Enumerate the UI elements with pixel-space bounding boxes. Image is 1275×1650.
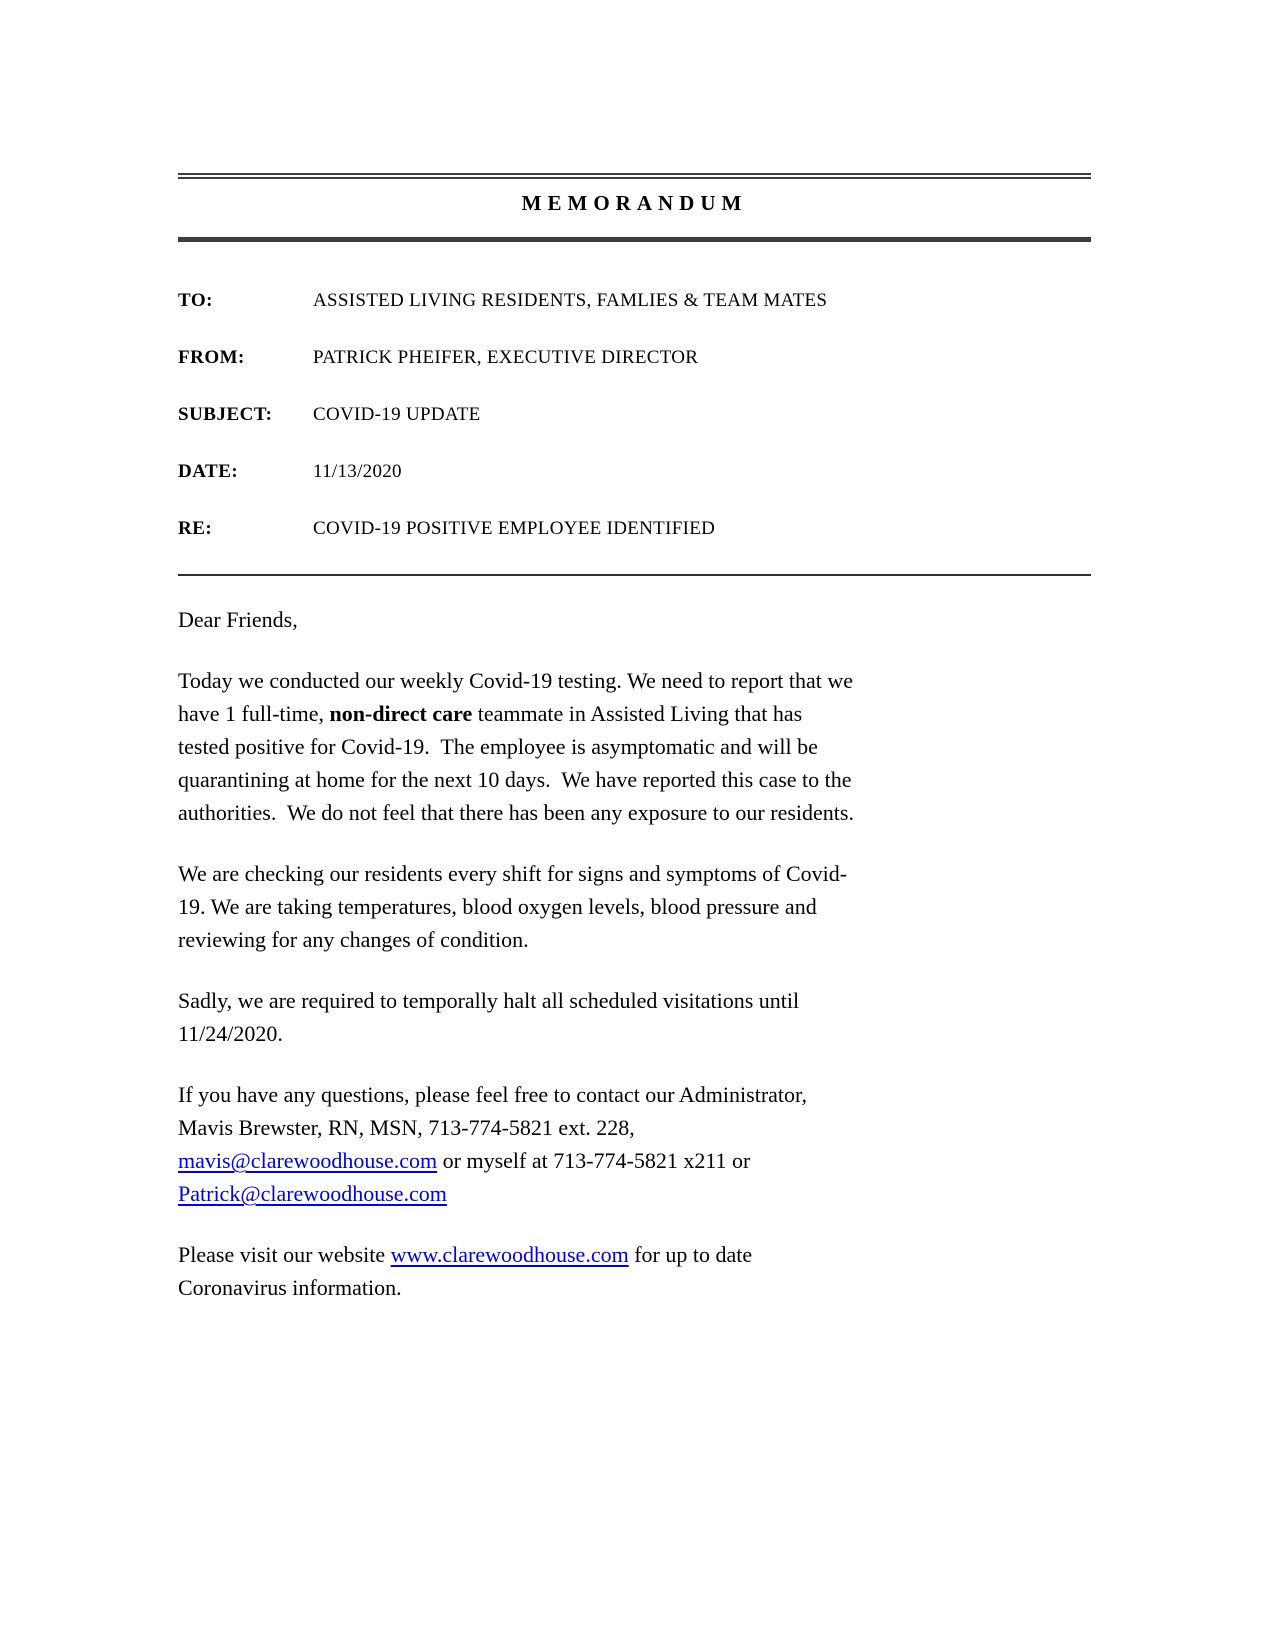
field-row — [178, 460, 1091, 484]
text-run: Coronavirus information. — [178, 1275, 402, 1300]
salutation: Dear Friends, — [178, 607, 298, 632]
field-label: TO: — [178, 290, 213, 311]
top-double-rule — [178, 173, 1091, 179]
field-value: ASSISTED LIVING RESIDENTS, FAMLIES & TEAM MATES — [313, 290, 828, 311]
field-label: RE: — [178, 518, 213, 539]
text-run: or myself at 713-774-5821 x211 or — [437, 1148, 751, 1173]
memo-header-fields — [178, 289, 1091, 541]
mavis-email-link[interactable]: mavis@clarewoodhouse.com — [178, 1148, 438, 1173]
text-run: If you have any questions, please feel free to contact our Administrator, — [178, 1082, 807, 1107]
paragraph — [178, 664, 1091, 829]
memo-content — [178, 0, 1091, 1332]
paragraph — [178, 857, 1091, 956]
text-run: Please visit our website — [178, 1242, 391, 1267]
text-run: reviewing for any changes of condition. — [178, 927, 529, 952]
title-bottom-rule — [178, 237, 1091, 242]
website-link[interactable]: www.clarewoodhouse.com — [390, 1242, 629, 1267]
text-run: We are checking our residents every shift for signs and symptoms of Covid- — [178, 861, 848, 886]
text-run: 19. We are taking temperatures, blood oxygen levels, blood pressure and — [178, 894, 817, 919]
field-value: COVID-19 POSITIVE EMPLOYEE IDENTIFIED — [313, 518, 716, 539]
paragraph — [178, 1238, 1091, 1304]
memo-body — [178, 664, 1091, 1304]
memo-title: MEMORANDUM — [521, 191, 748, 215]
field-row — [178, 346, 1091, 370]
header-separator-rule — [178, 574, 1091, 576]
field-value: COVID-19 UPDATE — [313, 404, 481, 425]
text-run: teammate in Assisted Living that has — [472, 701, 803, 726]
text-run: for up to date — [628, 1242, 753, 1267]
text-run: Mavis Brewster, RN, MSN, 713-774-5821 ext. 228, — [178, 1115, 635, 1140]
text-run: Today we conducted our weekly Covid-19 testing. We need to report that we — [178, 668, 854, 693]
text-run: have 1 full-time, — [178, 701, 330, 726]
field-row — [178, 403, 1091, 427]
field-row — [178, 517, 1091, 541]
field-label: DATE: — [178, 461, 239, 482]
text-run: tested positive for Covid-19. The employee is asymptomatic and will be — [178, 734, 818, 759]
text-run: 11/24/2020. — [178, 1021, 283, 1046]
bold-text-run: non-direct care — [329, 701, 473, 726]
field-value: 11/13/2020 — [313, 461, 402, 482]
field-label: FROM: — [178, 347, 245, 368]
field-value: PATRICK PHEIFER, EXECUTIVE DIRECTOR — [313, 347, 699, 368]
text-run: authorities. We do not feel that there has been any exposure to our residents. — [178, 800, 854, 825]
field-label: SUBJECT: — [178, 404, 273, 425]
text-run: Sadly, we are required to temporally halt all scheduled visitations until — [178, 988, 800, 1013]
paragraph — [178, 984, 1091, 1050]
paragraph — [178, 1078, 1091, 1210]
patrick-email-link[interactable]: Patrick@clarewoodhouse.com — [178, 1181, 447, 1206]
field-row — [178, 289, 1091, 313]
text-run: quarantining at home for the next 10 days. We have reported this case to the — [178, 767, 852, 792]
